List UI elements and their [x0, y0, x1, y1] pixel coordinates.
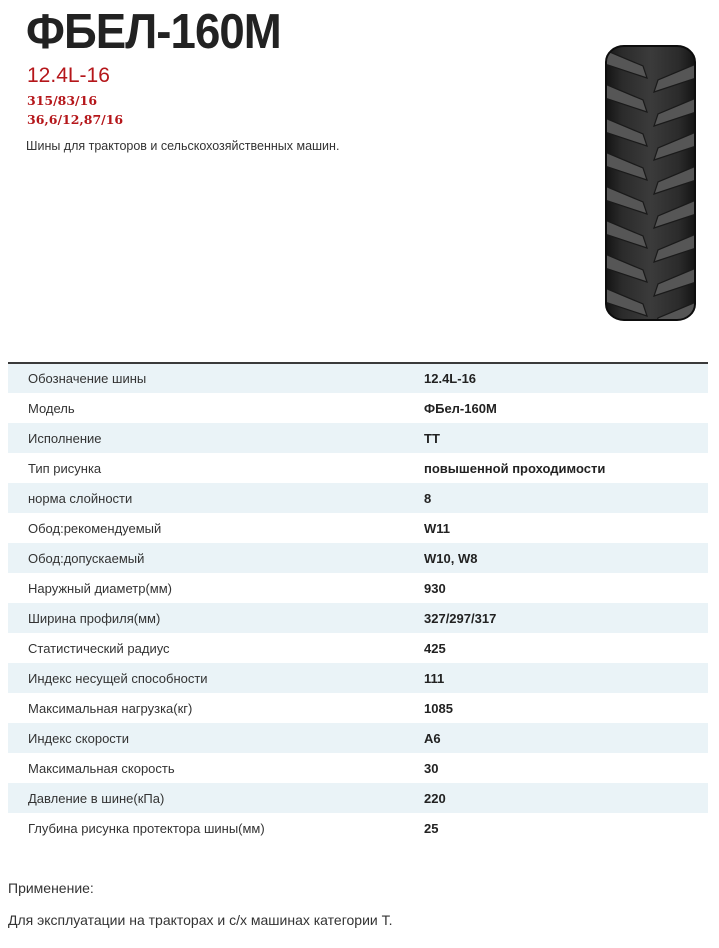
spec-value: 12.4L-16: [424, 363, 708, 393]
spec-label: Исполнение: [8, 423, 424, 453]
spec-table: [8, 362, 708, 843]
table-row: [8, 693, 708, 723]
spec-value: W11: [424, 513, 708, 543]
table-row: [8, 423, 708, 453]
spec-label: Обод:рекомендуемый: [8, 513, 424, 543]
table-row: [8, 393, 708, 423]
spec-label: Максимальная нагрузка(кг): [8, 693, 424, 723]
table-row: [8, 603, 708, 633]
table-row: [8, 453, 708, 483]
spec-value: 1085: [424, 693, 708, 723]
spec-label: Обод:допускаемый: [8, 543, 424, 573]
spec-label: Обозначение шины: [8, 363, 424, 393]
table-row: [8, 513, 708, 543]
spec-value: 111: [424, 663, 708, 693]
tire-size-main: 12.4L-16: [27, 64, 110, 87]
table-row: [8, 783, 708, 813]
spec-label: Индекс несущей способности: [8, 663, 424, 693]
spec-label: Индекс скорости: [8, 723, 424, 753]
spec-label: Максимальная скорость: [8, 753, 424, 783]
spec-label: Глубина рисунка протектора шины(мм): [8, 813, 424, 843]
tire-size-metric: 315/83/16: [27, 93, 98, 108]
table-row: [8, 363, 708, 393]
table-row: [8, 813, 708, 843]
spec-value: 425: [424, 633, 708, 663]
tire-image: [603, 44, 698, 322]
application-label: Применение:: [8, 880, 94, 896]
table-row: [8, 723, 708, 753]
application-text: Для эксплуатации на тракторах и с/х машинах категории Т.: [8, 912, 393, 928]
table-row: [8, 543, 708, 573]
table-row: [8, 633, 708, 663]
spec-label: Ширина профиля(мм): [8, 603, 424, 633]
spec-value: 8: [424, 483, 708, 513]
product-title: ФБЕЛ-160М: [26, 5, 281, 59]
spec-value: ТТ: [424, 423, 708, 453]
spec-value: 220: [424, 783, 708, 813]
product-description: Шины для тракторов и сельскохозяйственных машин.: [26, 139, 340, 153]
spec-value: ФБел-160М: [424, 393, 708, 423]
spec-value: 30: [424, 753, 708, 783]
tire-size-inch: 36,6/12,87/16: [27, 112, 124, 127]
spec-label: Наружный диаметр(мм): [8, 573, 424, 603]
spec-value: 930: [424, 573, 708, 603]
spec-value: 25: [424, 813, 708, 843]
spec-value: 327/297/317: [424, 603, 708, 633]
table-row: [8, 573, 708, 603]
spec-label: норма слойности: [8, 483, 424, 513]
table-row: [8, 753, 708, 783]
spec-label: Модель: [8, 393, 424, 423]
spec-value: повышенной проходимости: [424, 453, 708, 483]
table-row: [8, 483, 708, 513]
spec-label: Давление в шине(кПа): [8, 783, 424, 813]
spec-label: Тип рисунка: [8, 453, 424, 483]
spec-label: Статистический радиус: [8, 633, 424, 663]
spec-value: W10, W8: [424, 543, 708, 573]
spec-value: А6: [424, 723, 708, 753]
table-row: [8, 663, 708, 693]
